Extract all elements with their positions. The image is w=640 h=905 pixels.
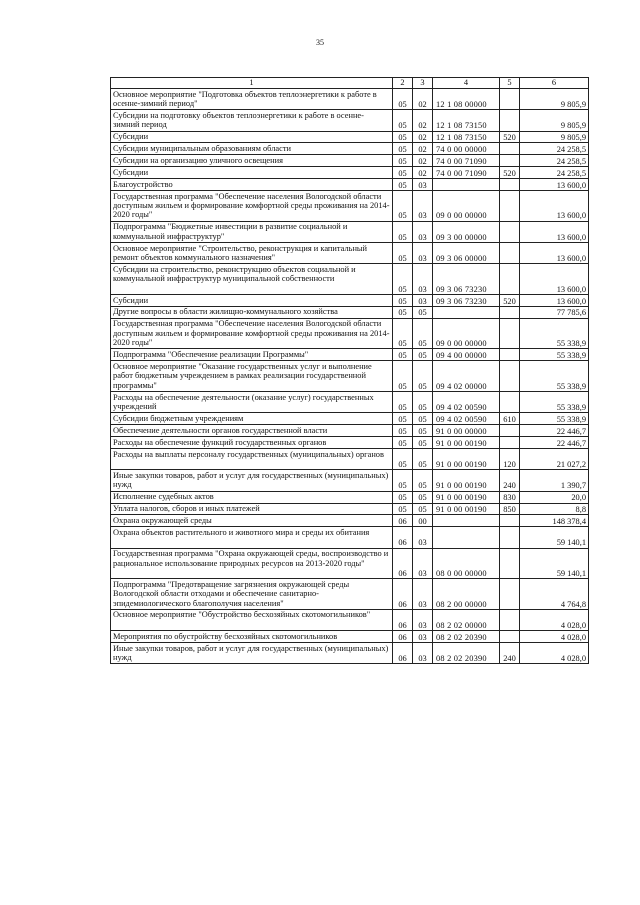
row-expense-type-cell bbox=[500, 143, 520, 155]
table-row bbox=[111, 643, 589, 664]
row-target-code-cell: 09 0 00 00000 bbox=[433, 318, 500, 349]
row-section-cell: 05 bbox=[393, 243, 413, 264]
row-expense-type-cell bbox=[500, 437, 520, 449]
row-section-cell: 05 bbox=[393, 425, 413, 437]
row-amount-cell: 9 805,9 bbox=[520, 110, 589, 131]
row-target-code-cell: 08 2 02 00000 bbox=[433, 609, 500, 630]
row-name-cell: Основное мероприятие "Оказание государственных услуг и выполнение работ бюджетным учреждением в рамках реализации государственной программы" bbox=[111, 361, 393, 392]
page-number: 35 bbox=[316, 38, 324, 47]
row-name-cell: Подпрограмма "Бюджетные инвестиции в развитие социальной и коммунальной инфраструктур" bbox=[111, 221, 393, 242]
row-subsection-cell: 02 bbox=[413, 143, 433, 155]
row-section-cell: 05 bbox=[393, 349, 413, 361]
header-cell-name: 1 bbox=[111, 78, 393, 89]
row-amount-cell: 55 338,9 bbox=[520, 349, 589, 361]
row-name-cell: Основное мероприятие "Строительство, реконструкция и капитальный ремонт объектов коммунального назначения" bbox=[111, 243, 393, 264]
row-target-code-cell: 08 2 02 20390 bbox=[433, 631, 500, 643]
header-cell-expense-type: 5 bbox=[500, 78, 520, 89]
row-subsection-cell: 03 bbox=[413, 179, 433, 191]
table-row bbox=[111, 548, 589, 579]
row-amount-cell: 1 390,7 bbox=[520, 470, 589, 491]
row-subsection-cell: 02 bbox=[413, 110, 433, 131]
row-target-code-cell: 12 1 08 73150 bbox=[433, 110, 500, 131]
table-row bbox=[111, 503, 589, 515]
row-subsection-cell: 05 bbox=[413, 503, 433, 515]
table-row bbox=[111, 425, 589, 437]
row-target-code-cell bbox=[433, 527, 500, 548]
row-expense-type-cell bbox=[500, 243, 520, 264]
row-amount-cell: 55 338,9 bbox=[520, 413, 589, 425]
row-amount-cell: 59 140,1 bbox=[520, 527, 589, 548]
row-subsection-cell: 03 bbox=[413, 191, 433, 222]
row-target-code-cell: 91 0 00 00000 bbox=[433, 425, 500, 437]
row-amount-cell: 55 338,9 bbox=[520, 392, 589, 413]
row-subsection-cell: 03 bbox=[413, 295, 433, 307]
table-row bbox=[111, 110, 589, 131]
row-subsection-cell: 05 bbox=[413, 491, 433, 503]
row-subsection-cell: 00 bbox=[413, 515, 433, 527]
row-section-cell: 06 bbox=[393, 609, 413, 630]
header-cell-target-code: 4 bbox=[433, 78, 500, 89]
row-section-cell: 06 bbox=[393, 515, 413, 527]
row-name-cell: Субсидии на организацию уличного освещения bbox=[111, 155, 393, 167]
row-expense-type-cell bbox=[500, 155, 520, 167]
row-expense-type-cell: 240 bbox=[500, 643, 520, 664]
row-subsection-cell: 03 bbox=[413, 609, 433, 630]
row-amount-cell: 13 600,0 bbox=[520, 191, 589, 222]
row-target-code-cell: 74 0 00 00000 bbox=[433, 143, 500, 155]
row-subsection-cell: 05 bbox=[413, 306, 433, 318]
row-amount-cell: 4 764,8 bbox=[520, 579, 589, 610]
row-section-cell: 05 bbox=[393, 179, 413, 191]
row-target-code-cell: 09 4 02 00590 bbox=[433, 413, 500, 425]
row-amount-cell: 4 028,0 bbox=[520, 631, 589, 643]
table-row bbox=[111, 413, 589, 425]
row-target-code-cell bbox=[433, 306, 500, 318]
row-subsection-cell: 05 bbox=[413, 318, 433, 349]
row-subsection-cell: 05 bbox=[413, 425, 433, 437]
row-target-code-cell: 09 4 02 00000 bbox=[433, 361, 500, 392]
row-name-cell: Охрана окружающей среды bbox=[111, 515, 393, 527]
row-subsection-cell: 03 bbox=[413, 221, 433, 242]
row-target-code-cell bbox=[433, 179, 500, 191]
row-section-cell: 06 bbox=[393, 579, 413, 610]
row-section-cell: 05 bbox=[393, 361, 413, 392]
row-name-cell: Расходы на обеспечение деятельности (оказание услуг) государственных учреждений bbox=[111, 392, 393, 413]
row-name-cell: Основное мероприятие "Подготовка объектов теплоэнергетики к работе в осенне-зимний период" bbox=[111, 89, 393, 110]
row-section-cell: 06 bbox=[393, 631, 413, 643]
table-row bbox=[111, 179, 589, 191]
header-cell-subsection: 3 bbox=[413, 78, 433, 89]
row-name-cell: Государственная программа "Обеспечение населения Вологодской области доступным жильем и формирование комфортной среды проживания на 2014-2020 годы" bbox=[111, 191, 393, 222]
row-expense-type-cell bbox=[500, 361, 520, 392]
row-target-code-cell: 09 3 06 73230 bbox=[433, 264, 500, 295]
row-amount-cell: 9 805,9 bbox=[520, 131, 589, 143]
row-target-code-cell bbox=[433, 515, 500, 527]
row-expense-type-cell bbox=[500, 349, 520, 361]
row-amount-cell: 22 446,7 bbox=[520, 437, 589, 449]
row-section-cell: 05 bbox=[393, 413, 413, 425]
row-subsection-cell: 05 bbox=[413, 392, 433, 413]
row-target-code-cell: 09 3 06 73230 bbox=[433, 295, 500, 307]
row-name-cell: Подпрограмма "Предотвращение загрязнения окружающей среды Вологодской области отходами и обеспечение санитарно-эпидемиологического благополучия населения" bbox=[111, 579, 393, 610]
row-section-cell: 05 bbox=[393, 470, 413, 491]
row-section-cell: 06 bbox=[393, 527, 413, 548]
table-row bbox=[111, 515, 589, 527]
row-amount-cell: 13 600,0 bbox=[520, 221, 589, 242]
row-section-cell: 05 bbox=[393, 449, 413, 470]
row-name-cell: Субсидии муниципальным образованиям области bbox=[111, 143, 393, 155]
row-target-code-cell: 08 2 02 20390 bbox=[433, 643, 500, 664]
table-row bbox=[111, 155, 589, 167]
row-target-code-cell: 09 3 06 00000 bbox=[433, 243, 500, 264]
row-target-code-cell: 08 2 00 00000 bbox=[433, 579, 500, 610]
row-name-cell: Иные закупки товаров, работ и услуг для государственных (муниципальных) нужд bbox=[111, 643, 393, 664]
table-row bbox=[111, 318, 589, 349]
row-subsection-cell: 03 bbox=[413, 264, 433, 295]
row-expense-type-cell bbox=[500, 392, 520, 413]
row-subsection-cell: 02 bbox=[413, 131, 433, 143]
table-row bbox=[111, 631, 589, 643]
row-amount-cell: 77 785,6 bbox=[520, 306, 589, 318]
row-amount-cell: 4 028,0 bbox=[520, 643, 589, 664]
row-expense-type-cell bbox=[500, 425, 520, 437]
row-expense-type-cell bbox=[500, 191, 520, 222]
row-section-cell: 05 bbox=[393, 491, 413, 503]
row-name-cell: Субсидии на подготовку объектов теплоэнергетики к работе в осенне-зимний период bbox=[111, 110, 393, 131]
row-expense-type-cell bbox=[500, 110, 520, 131]
row-section-cell: 05 bbox=[393, 131, 413, 143]
row-target-code-cell: 91 0 00 00190 bbox=[433, 491, 500, 503]
table-row bbox=[111, 221, 589, 242]
row-name-cell: Субсидии bbox=[111, 167, 393, 179]
row-target-code-cell: 91 0 00 00190 bbox=[433, 470, 500, 491]
row-expense-type-cell bbox=[500, 306, 520, 318]
row-section-cell: 05 bbox=[393, 110, 413, 131]
table-row bbox=[111, 264, 589, 295]
row-section-cell: 05 bbox=[393, 318, 413, 349]
row-expense-type-cell bbox=[500, 515, 520, 527]
row-section-cell: 05 bbox=[393, 264, 413, 295]
row-amount-cell: 21 027,2 bbox=[520, 449, 589, 470]
row-subsection-cell: 05 bbox=[413, 361, 433, 392]
row-amount-cell: 20,0 bbox=[520, 491, 589, 503]
row-subsection-cell: 05 bbox=[413, 349, 433, 361]
row-amount-cell: 55 338,9 bbox=[520, 361, 589, 392]
row-expense-type-cell bbox=[500, 579, 520, 610]
row-section-cell: 06 bbox=[393, 548, 413, 579]
row-subsection-cell: 02 bbox=[413, 155, 433, 167]
row-name-cell: Охрана объектов растительного и животного мира и среды их обитания bbox=[111, 527, 393, 548]
row-name-cell: Уплата налогов, сборов и иных платежей bbox=[111, 503, 393, 515]
table-row bbox=[111, 361, 589, 392]
row-name-cell: Субсидии бюджетным учреждениям bbox=[111, 413, 393, 425]
row-amount-cell: 9 805,9 bbox=[520, 89, 589, 110]
table-header-row bbox=[111, 78, 589, 89]
row-name-cell: Подпрограмма "Обеспечение реализации Программы" bbox=[111, 349, 393, 361]
table-row bbox=[111, 449, 589, 470]
row-amount-cell: 22 446,7 bbox=[520, 425, 589, 437]
row-expense-type-cell bbox=[500, 264, 520, 295]
row-name-cell: Мероприятия по обустройству бесхозяйных скотомогильников bbox=[111, 631, 393, 643]
row-amount-cell: 13 600,0 bbox=[520, 295, 589, 307]
row-subsection-cell: 03 bbox=[413, 548, 433, 579]
row-target-code-cell: 91 0 00 00190 bbox=[433, 437, 500, 449]
row-target-code-cell: 09 0 00 00000 bbox=[433, 191, 500, 222]
table-row bbox=[111, 143, 589, 155]
row-amount-cell: 8,8 bbox=[520, 503, 589, 515]
row-name-cell: Расходы на выплаты персоналу государственных (муниципальных) органов bbox=[111, 449, 393, 470]
row-expense-type-cell bbox=[500, 609, 520, 630]
row-name-cell: Иные закупки товаров, работ и услуг для государственных (муниципальных) нужд bbox=[111, 470, 393, 491]
row-name-cell: Обеспечение деятельности органов государственной власти bbox=[111, 425, 393, 437]
table-row bbox=[111, 131, 589, 143]
row-subsection-cell: 02 bbox=[413, 89, 433, 110]
row-subsection-cell: 03 bbox=[413, 527, 433, 548]
row-expense-type-cell: 120 bbox=[500, 449, 520, 470]
row-expense-type-cell: 610 bbox=[500, 413, 520, 425]
table-row bbox=[111, 392, 589, 413]
row-subsection-cell: 05 bbox=[413, 413, 433, 425]
table-row bbox=[111, 349, 589, 361]
row-name-cell: Субсидии bbox=[111, 131, 393, 143]
row-target-code-cell: 91 0 00 00190 bbox=[433, 449, 500, 470]
row-expense-type-cell: 850 bbox=[500, 503, 520, 515]
row-section-cell: 05 bbox=[393, 143, 413, 155]
row-target-code-cell: 08 0 00 00000 bbox=[433, 548, 500, 579]
row-name-cell: Основное мероприятие "Обустройство бесхозяйных скотомогильников" bbox=[111, 609, 393, 630]
row-name-cell: Другие вопросы в области жилищно-коммунального хозяйства bbox=[111, 306, 393, 318]
table-row bbox=[111, 306, 589, 318]
header-cell-section: 2 bbox=[393, 78, 413, 89]
row-expense-type-cell bbox=[500, 89, 520, 110]
row-amount-cell: 13 600,0 bbox=[520, 243, 589, 264]
row-amount-cell: 4 028,0 bbox=[520, 609, 589, 630]
row-amount-cell: 148 378,4 bbox=[520, 515, 589, 527]
row-expense-type-cell bbox=[500, 221, 520, 242]
row-section-cell: 05 bbox=[393, 295, 413, 307]
row-subsection-cell: 05 bbox=[413, 437, 433, 449]
row-section-cell: 06 bbox=[393, 643, 413, 664]
table-row bbox=[111, 191, 589, 222]
row-name-cell: Государственная программа "Охрана окружающей среды, воспроизводство и рациональное использование природных ресурсов на 2013-2020 годы" bbox=[111, 548, 393, 579]
budget-table bbox=[110, 77, 589, 664]
row-subsection-cell: 03 bbox=[413, 579, 433, 610]
row-target-code-cell: 74 0 00 71090 bbox=[433, 155, 500, 167]
table-row bbox=[111, 295, 589, 307]
table-row bbox=[111, 243, 589, 264]
row-section-cell: 05 bbox=[393, 221, 413, 242]
table-row bbox=[111, 167, 589, 179]
row-section-cell: 05 bbox=[393, 306, 413, 318]
row-target-code-cell: 12 1 08 00000 bbox=[433, 89, 500, 110]
row-target-code-cell: 74 0 00 71090 bbox=[433, 167, 500, 179]
row-target-code-cell: 91 0 00 00190 bbox=[433, 503, 500, 515]
row-name-cell: Субсидии на строительство, реконструкцию объектов социальной и коммунальной инфраструктур муниципальной собственности bbox=[111, 264, 393, 295]
row-expense-type-cell: 520 bbox=[500, 167, 520, 179]
row-amount-cell: 55 338,9 bbox=[520, 318, 589, 349]
row-amount-cell: 13 600,0 bbox=[520, 264, 589, 295]
table-row bbox=[111, 579, 589, 610]
row-section-cell: 05 bbox=[393, 89, 413, 110]
row-subsection-cell: 05 bbox=[413, 449, 433, 470]
row-name-cell: Расходы на обеспечение функций государственных органов bbox=[111, 437, 393, 449]
row-target-code-cell: 09 3 00 00000 bbox=[433, 221, 500, 242]
row-expense-type-cell bbox=[500, 318, 520, 349]
row-section-cell: 05 bbox=[393, 392, 413, 413]
row-target-code-cell: 09 4 00 00000 bbox=[433, 349, 500, 361]
row-expense-type-cell: 520 bbox=[500, 295, 520, 307]
row-amount-cell: 13 600,0 bbox=[520, 179, 589, 191]
table-row bbox=[111, 470, 589, 491]
row-name-cell: Субсидии bbox=[111, 295, 393, 307]
row-expense-type-cell bbox=[500, 179, 520, 191]
row-subsection-cell: 03 bbox=[413, 631, 433, 643]
row-section-cell: 05 bbox=[393, 503, 413, 515]
row-expense-type-cell bbox=[500, 631, 520, 643]
row-target-code-cell: 09 4 02 00590 bbox=[433, 392, 500, 413]
row-amount-cell: 24 258,5 bbox=[520, 167, 589, 179]
row-subsection-cell: 03 bbox=[413, 643, 433, 664]
row-name-cell: Государственная программа "Обеспечение населения Вологодской области доступным жильем и формирование комфортной среды проживания на 2014-2020 годы" bbox=[111, 318, 393, 349]
row-expense-type-cell: 520 bbox=[500, 131, 520, 143]
header-cell-amount: 6 bbox=[520, 78, 589, 89]
row-subsection-cell: 02 bbox=[413, 167, 433, 179]
row-section-cell: 05 bbox=[393, 167, 413, 179]
row-expense-type-cell: 240 bbox=[500, 470, 520, 491]
table-row bbox=[111, 491, 589, 503]
row-target-code-cell: 12 1 08 73150 bbox=[433, 131, 500, 143]
row-name-cell: Благоустройство bbox=[111, 179, 393, 191]
table-row bbox=[111, 89, 589, 110]
row-section-cell: 05 bbox=[393, 437, 413, 449]
row-amount-cell: 59 140,1 bbox=[520, 548, 589, 579]
row-section-cell: 05 bbox=[393, 191, 413, 222]
row-subsection-cell: 03 bbox=[413, 243, 433, 264]
row-section-cell: 05 bbox=[393, 155, 413, 167]
table-row bbox=[111, 437, 589, 449]
row-expense-type-cell bbox=[500, 527, 520, 548]
table-row bbox=[111, 527, 589, 548]
row-expense-type-cell bbox=[500, 548, 520, 579]
table-row bbox=[111, 609, 589, 630]
row-amount-cell: 24 258,5 bbox=[520, 143, 589, 155]
row-amount-cell: 24 258,5 bbox=[520, 155, 589, 167]
row-subsection-cell: 05 bbox=[413, 470, 433, 491]
row-expense-type-cell: 830 bbox=[500, 491, 520, 503]
row-name-cell: Исполнение судебных актов bbox=[111, 491, 393, 503]
